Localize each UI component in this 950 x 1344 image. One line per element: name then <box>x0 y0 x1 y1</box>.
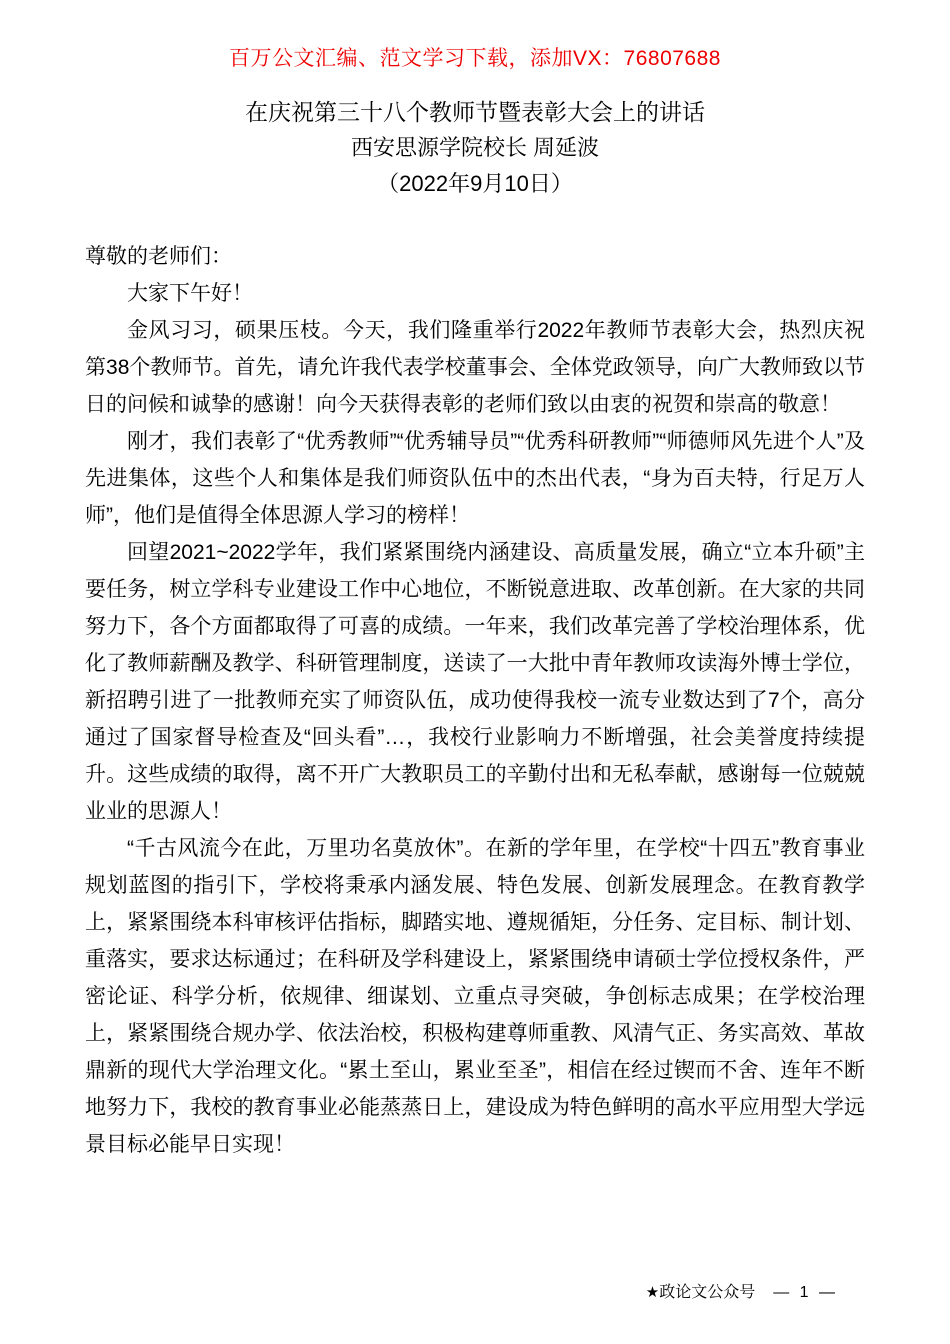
page-footer <box>646 1282 838 1304</box>
paragraph-opening: 金风习习，硕果压枝。今天，我们隆重举行2022年教师节表彰大会，热烈庆祝第38个教师节。首先，请允许我代表学校董事会、全体党政领导，向广大教师致以节日的问候和诚挚的感谢！向今天获得表彰的老师们致以由衷的祝贺和崇高的敬意！ <box>85 319 865 416</box>
paragraph-review: 回望2021~2022学年，我们紧紧围绕内涵建设、高质量发展，确立“立本升硕”主要任务，树立学科专业建设工作中心地位，不断锐意进取、改革创新。在大家的共同努力下，各个方面都取得了可喜的成绩。一年来，我们改革完善了学校治理体系，优化了教师薪酬及教学、科研管理制度，送读了一大批中青年教师攻读海外博士学位，新招聘引进了一批教师充实了师资队伍，成功使得我校一流专业数达到了7个，高分通过了国家督导检查及“回头看”…，我校行业影响力不断增强，社会美誉度持续提升。这些成绩的取得，离不开广大教职员工的辛勤付出和无私奉献，感谢每一位兢兢业业的思源人！ <box>85 541 865 823</box>
promo-banner: 百万公文汇编、范文学习下载，添加VX：76807688 <box>229 47 721 70</box>
paragraph-greeting: 大家下午好！ <box>127 282 253 305</box>
star-icon: ★ <box>645 1284 660 1301</box>
document-body <box>85 238 865 1163</box>
document-author: 西安思源学院校长 周延波 <box>350 135 600 160</box>
footer-account-label: 政论文公众号 <box>659 1284 756 1301</box>
paragraph-outlook: “千古风流今在此，万里功名莫放休”。在新的学年里，在学校“十四五”教育事业规划蓝图的指引下，学校将秉承内涵发展、特色发展、创新发展理念。在教育教学上，紧紧围绕本科审核评估指标，脚踏实地、遵规循矩，分任务、定目标、制计划、重落实，要求达标通过；在科研及学科建设上，紧紧围绕申请硕士学位授权条件，严密论证、科学分析，依规律、细谋划、立重点寻突破，争创标志成果；在学校治理上，紧紧围绕合规办学、依法治校，积极构建尊师重教、风清气正、务实高效、革故鼎新的现代大学治理文化。“累土至山，累业至圣”，相信在经过锲而不舍、连年不断地努力下，我校的教育事业必能蒸蒸日上，建设成为特色鲜明的高水平应用型大学远景目标必能早日实现！ <box>85 837 865 1156</box>
document-title: 在庆祝第三十八个教师节暨表彰大会上的讲话 <box>245 99 705 125</box>
paragraph-commendation: 刚才，我们表彰了“优秀教师”“优秀辅导员”“优秀科研教师”“师德师风先进个人”及先进集体，这些个人和集体是我们师资队伍中的杰出代表，“身为百夫特，行足万人师”，他们是值得全体思源人学习的榜样！ <box>85 430 865 527</box>
page-number: — 1 — <box>773 1284 838 1301</box>
salutation-line: 尊敬的老师们： <box>85 245 232 268</box>
document-date: （2022年9月10日） <box>377 171 573 196</box>
